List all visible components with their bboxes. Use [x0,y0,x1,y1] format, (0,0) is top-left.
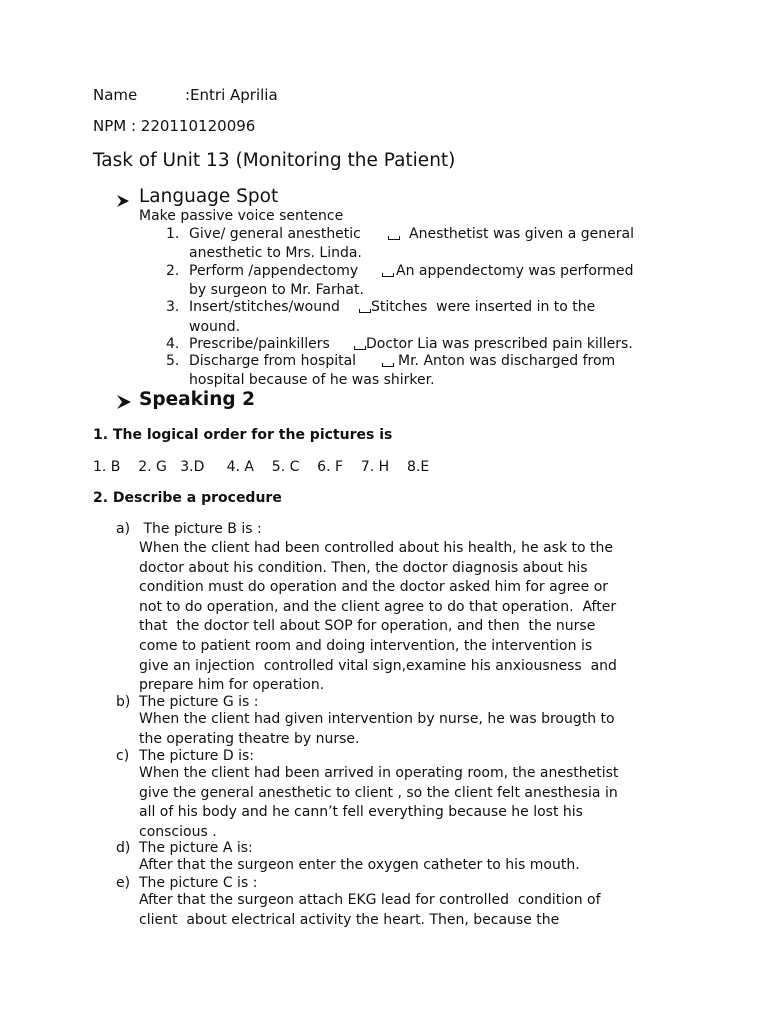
item-label: b) [116,694,131,710]
list-item-answer-cont: by surgeon to Mr. Farhat. [189,282,364,298]
speaking-heading: Speaking 2 [139,389,255,410]
paragraph-line: After that the surgeon attach EKG lead for controlled condition of [139,892,601,908]
list-item-number: 5. [166,353,180,369]
paragraph-line: doctor about his condition. Then, the doctor diagnosis about his [139,560,588,576]
list-item-prompt: Prescribe/painkillers [189,336,330,352]
item-title: The picture C is : [139,875,258,891]
list-item-number: 1. [166,226,180,242]
list-item-answer-cont: hospital because of he was shirker. [189,372,435,388]
list-item-answer: Stitches were inserted in to the [371,299,596,315]
list-item-number: 3. [166,299,180,315]
paragraph-line: give the general anesthetic to client , so the client felt anesthesia in [139,785,618,801]
list-item-answer-cont: anesthetic to Mrs. Linda. [189,245,362,261]
arrow-bullet-icon [116,394,132,410]
item-label: e) [116,875,131,891]
paragraph-line: prepare him for operation. [139,677,325,693]
list-item-prompt: Discharge from hospital [189,353,357,369]
list-item-answer: Doctor Lia was prescribed pain killers. [366,336,633,352]
question-1: 1. The logical order for the pictures is [93,427,393,443]
arrow-bullet-icon [116,194,130,208]
list-item-answer: Mr. Anton was discharged from [398,353,616,369]
paragraph-line: When the client had given intervention by nurse, he was brougth to [139,711,615,727]
checkbox-glyph-icon [359,309,371,313]
paragraph-line: that the doctor tell about SOP for operation, and then the nurse [139,618,596,634]
task-title: Task of Unit 13 (Monitoring the Patient) [93,150,456,171]
name-value: :Entri Aprilia [185,86,278,104]
item-title: The picture D is: [139,748,254,764]
paragraph-line: client about electrical activity the heart. Then, because the [139,912,560,928]
list-item-prompt: Insert/stitches/wound [189,299,340,315]
item-label: c) [116,748,130,764]
paragraph-line: all of his body and he cann’t fell everything because he lost his [139,804,583,820]
item-label: d) [116,840,131,856]
paragraph-line: not to do operation, and the client agree to do that operation. After [139,599,617,615]
npm-line: NPM : 220110120096 [93,117,256,135]
paragraph-line: come to patient room and doing intervention, the intervention is [139,638,593,654]
list-item-answer-cont: wound. [189,319,241,335]
language-spot-heading: Language Spot [139,186,279,207]
list-item-number: 4. [166,336,180,352]
checkbox-glyph-icon [382,273,394,277]
language-spot-intro: Make passive voice sentence [139,208,344,224]
paragraph-line: the operating theatre by nurse. [139,731,360,747]
list-item-answer: An appendectomy was performed [396,263,634,279]
paragraph-line: When the client had been controlled about his health, he ask to the [139,540,613,556]
question-2: 2. Describe a procedure [93,490,282,506]
item-label: a) [116,521,131,537]
picture-order: 1. B 2. G 3.D 4. A 5. C 6. F 7. H 8.E [93,459,430,475]
item-title: The picture B is : [139,521,262,537]
paragraph-line: When the client had been arrived in operating room, the anesthetist [139,765,619,781]
list-item-number: 2. [166,263,180,279]
name-label: Name [93,86,138,104]
paragraph-line: condition must do operation and the doctor asked him for agree or [139,579,609,595]
paragraph-line: give an injection controlled vital sign,examine his anxiousness and [139,658,617,674]
list-item-prompt: Perform /appendectomy [189,263,359,279]
checkbox-glyph-icon [382,363,394,367]
paragraph-line: conscious . [139,824,217,840]
paragraph-line: After that the surgeon enter the oxygen catheter to his mouth. [139,857,580,873]
item-title: The picture A is: [139,840,253,856]
checkbox-glyph-icon [354,346,366,350]
item-title: The picture G is : [139,694,259,710]
checkbox-glyph-icon [388,236,400,240]
list-item-prompt: Give/ general anesthetic [189,226,361,242]
list-item-answer: Anesthetist was given a general [409,226,634,242]
